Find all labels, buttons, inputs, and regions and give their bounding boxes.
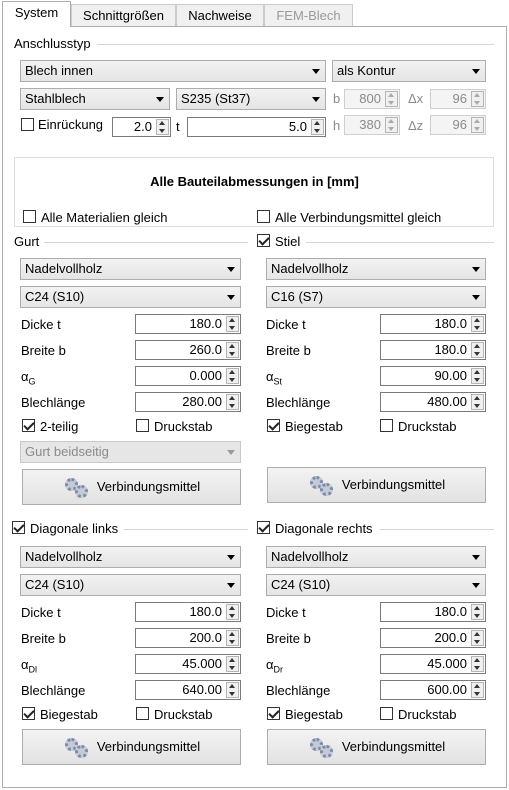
diag-left-alpha-value: 45.000 — [182, 656, 222, 671]
gurt-title: Gurt — [14, 234, 40, 249]
indent-value: 2.0 — [133, 119, 152, 134]
all-materials-equal-checkbox[interactable] — [23, 210, 36, 223]
diag-right-druckstab-checkbox[interactable] — [380, 707, 393, 720]
chevron-down-icon — [227, 450, 235, 455]
spin-buttons[interactable] — [226, 394, 239, 410]
b-label: b — [333, 91, 341, 106]
chevron-down-icon — [472, 583, 480, 588]
chevron-down-icon — [227, 267, 235, 272]
dz-value: 96 — [452, 117, 467, 132]
diag-left-material-value: Nadelvollholz — [25, 549, 103, 564]
spin-buttons[interactable] — [226, 368, 239, 384]
diag-right-connector-label: Verbindungsmittel — [341, 739, 446, 754]
diag-left-grade-value: C24 (S10) — [25, 577, 85, 592]
tab-nachweise[interactable]: Nachweise — [176, 4, 264, 27]
diag-right-dicke-value: 180.0 — [434, 604, 467, 619]
stiel-title: Stiel — [275, 234, 301, 249]
diag-left-breite-label: Breite b — [21, 631, 66, 646]
stiel-connector-button[interactable] — [267, 467, 486, 503]
stiel-breite-value: 180.0 — [434, 342, 467, 357]
stiel-checkbox[interactable] — [257, 234, 270, 247]
spin-buttons[interactable] — [471, 342, 484, 358]
plate-material-value: Stahlblech — [25, 91, 86, 106]
spin-buttons[interactable] — [471, 91, 484, 107]
stiel-breite-label: Breite b — [266, 343, 311, 358]
group-line — [306, 242, 494, 243]
stiel-material-value: Nadelvollholz — [271, 261, 349, 276]
stiel-breite-input[interactable] — [380, 340, 486, 360]
stiel-blech-value: 480.00 — [427, 394, 467, 409]
spin-buttons[interactable] — [226, 656, 239, 672]
diag-left-grade-select[interactable] — [20, 574, 241, 596]
gurt-blech-label: Blechlänge — [21, 395, 86, 410]
spin-buttons[interactable] — [385, 117, 398, 133]
gurt-alpha-input[interactable] — [135, 366, 241, 386]
contour-select[interactable] — [332, 60, 486, 82]
diag-left-druckstab-checkbox[interactable] — [136, 707, 149, 720]
dx-value: 96 — [452, 91, 467, 106]
chevron-down-icon — [312, 69, 320, 74]
diag-right-title: Diagonale rechts — [275, 521, 373, 536]
anschlusstyp-title: Anschlusstyp — [14, 36, 91, 51]
alpha-subscript: Dr — [273, 664, 284, 675]
diag-right-alpha-label — [266, 657, 283, 678]
gurt-alpha-value: 0.000 — [189, 368, 222, 383]
t-input[interactable] — [187, 117, 326, 137]
chevron-down-icon — [227, 555, 235, 560]
diag-left-blech-input[interactable] — [135, 680, 241, 700]
gurt-dicke-input[interactable] — [135, 314, 241, 334]
diag-right-connector-button[interactable] — [267, 729, 486, 765]
diag-right-breite-value: 200.0 — [434, 630, 467, 645]
gurt-connector-label: Verbindungsmittel — [96, 479, 201, 494]
spin-buttons[interactable] — [471, 368, 484, 384]
gurt-dicke-value: 180.0 — [189, 316, 222, 331]
stiel-grade-select[interactable] — [266, 286, 486, 308]
stiel-druckstab-checkbox[interactable] — [380, 419, 393, 432]
gurt-grade-value: C24 (S10) — [25, 289, 85, 304]
connection-type-select[interactable] — [20, 60, 326, 82]
diag-left-alpha-label — [21, 657, 37, 678]
diag-right-grade-value: C24 (S10) — [271, 577, 331, 592]
diag-left-connector-button[interactable] — [22, 729, 241, 765]
dx-label: Δx — [408, 91, 424, 106]
gurt-2teilig-checkbox[interactable] — [22, 419, 35, 432]
gurt-druckstab-checkbox[interactable] — [136, 419, 149, 432]
all-connectors-equal-label: Alle Verbindungsmittel gleich — [275, 210, 442, 225]
all-materials-equal-label: Alle Materialien gleich — [41, 210, 168, 225]
diag-left-checkbox[interactable] — [12, 521, 25, 534]
diag-right-material-value: Nadelvollholz — [271, 549, 349, 564]
stiel-material-select[interactable] — [266, 258, 486, 280]
stiel-dicke-label: Dicke t — [266, 317, 306, 332]
spin-buttons[interactable] — [226, 630, 239, 646]
units-title: Alle Bauteilabmessungen in [mm] — [150, 174, 359, 189]
chevron-down-icon — [472, 555, 480, 560]
gears-icon — [63, 476, 91, 500]
gears-icon — [308, 736, 336, 760]
gears-icon — [308, 474, 336, 498]
tab-fem-blech[interactable]: FEM-Blech — [264, 4, 353, 27]
h-label: h — [333, 118, 341, 133]
diag-left-biegestab-checkbox[interactable] — [22, 707, 35, 720]
spin-buttons[interactable] — [385, 91, 398, 107]
indent-input[interactable] — [112, 117, 171, 137]
t-label: t — [176, 119, 180, 134]
diag-left-blech-value: 640.00 — [182, 682, 222, 697]
spin-buttons[interactable] — [471, 656, 484, 672]
group-line — [44, 242, 248, 243]
stiel-biegestab-checkbox[interactable] — [267, 419, 280, 432]
spin-buttons[interactable] — [471, 394, 484, 410]
gurt-blech-value: 280.00 — [182, 394, 222, 409]
dz-input[interactable] — [430, 115, 486, 135]
diag-right-dicke-input[interactable] — [380, 602, 486, 622]
spin-buttons[interactable] — [311, 119, 324, 135]
t-value: 5.0 — [288, 119, 307, 134]
indent-checkbox[interactable] — [21, 118, 34, 131]
diag-left-title: Diagonale links — [30, 521, 119, 536]
tab-schnittgroessen[interactable]: Schnittgrößen — [71, 4, 176, 27]
stiel-alpha-label — [266, 369, 282, 390]
gurt-breite-label: Breite b — [21, 343, 66, 358]
diag-right-breite-label: Breite b — [266, 631, 311, 646]
chevron-down-icon — [227, 583, 235, 588]
alpha-subscript: Dl — [28, 664, 38, 675]
diag-left-connector-label: Verbindungsmittel — [96, 739, 201, 754]
diag-right-biegestab-label: Biegestab — [285, 707, 343, 722]
stiel-alpha-input[interactable] — [380, 366, 486, 386]
diag-left-biegestab-label: Biegestab — [40, 707, 98, 722]
h-input[interactable] — [344, 115, 400, 135]
gurt-material-value: Nadelvollholz — [25, 261, 103, 276]
indent-label: Einrückung — [38, 117, 104, 132]
stiel-druckstab-label: Druckstab — [398, 419, 457, 434]
diag-left-alpha-input[interactable] — [135, 654, 241, 674]
stiel-blech-label: Blechlänge — [266, 395, 331, 410]
diag-right-alpha-value: 45.000 — [427, 656, 467, 671]
gurt-side-select[interactable] — [20, 441, 241, 463]
gurt-blech-input[interactable] — [135, 392, 241, 412]
gurt-material-select[interactable] — [20, 258, 241, 280]
connection-type-value: Blech innen — [25, 63, 93, 78]
gurt-grade-select[interactable] — [20, 286, 241, 308]
all-connectors-equal-checkbox[interactable] — [257, 210, 270, 223]
dx-input[interactable] — [430, 89, 486, 109]
alpha-symbol: α — [21, 369, 29, 384]
gurt-dicke-label: Dicke t — [21, 317, 61, 332]
gurt-breite-value: 260.0 — [189, 342, 222, 357]
spin-buttons[interactable] — [226, 342, 239, 358]
diag-right-biegestab-checkbox[interactable] — [267, 707, 280, 720]
stiel-alpha-value: 90.00 — [434, 368, 467, 383]
chevron-down-icon — [472, 69, 480, 74]
spin-buttons[interactable] — [471, 630, 484, 646]
diag-right-blech-value: 600.00 — [427, 682, 467, 697]
gurt-2teilig-label: 2-teilig — [40, 419, 79, 434]
diag-left-dicke-value: 180.0 — [189, 604, 222, 619]
group-line — [97, 44, 494, 45]
tab-bar — [0, 0, 509, 27]
stiel-dicke-value: 180.0 — [434, 316, 467, 331]
diag-left-dicke-input[interactable] — [135, 602, 241, 622]
dz-label: Δz — [408, 118, 424, 133]
group-line — [380, 529, 494, 530]
diag-right-druckstab-label: Druckstab — [398, 707, 457, 722]
spin-buttons[interactable] — [471, 682, 484, 698]
diag-right-grade-select[interactable] — [266, 574, 486, 596]
spin-buttons[interactable] — [226, 682, 239, 698]
gurt-alpha-label — [21, 369, 36, 390]
diag-left-druckstab-label: Druckstab — [154, 707, 213, 722]
plate-material-select[interactable] — [20, 88, 170, 110]
chevron-down-icon — [472, 267, 480, 272]
alpha-symbol: α — [21, 657, 29, 672]
chevron-down-icon — [227, 295, 235, 300]
diag-right-breite-input[interactable] — [380, 628, 486, 648]
diag-right-checkbox[interactable] — [257, 521, 270, 534]
diag-right-material-select[interactable] — [266, 546, 486, 568]
diag-left-breite-value: 200.0 — [189, 630, 222, 645]
diag-left-dicke-label: Dicke t — [21, 605, 61, 620]
spin-buttons[interactable] — [471, 604, 484, 620]
chevron-down-icon — [312, 97, 320, 102]
diag-left-blech-label: Blechlänge — [21, 683, 86, 698]
tab-system[interactable]: System — [2, 1, 71, 27]
b-value: 800 — [359, 91, 381, 106]
alpha-symbol: α — [266, 657, 274, 672]
contour-value: als Kontur — [337, 63, 396, 78]
steel-grade-value: S235 (St37) — [181, 91, 251, 106]
stiel-biegestab-label: Biegestab — [285, 419, 343, 434]
gurt-druckstab-label: Druckstab — [154, 419, 213, 434]
steel-grade-select[interactable] — [176, 88, 326, 110]
stiel-blech-input[interactable] — [380, 392, 486, 412]
diag-left-material-select[interactable] — [20, 546, 241, 568]
spin-buttons[interactable] — [156, 119, 169, 135]
gurt-connector-button[interactable] — [22, 469, 241, 505]
diag-left-breite-input[interactable] — [135, 628, 241, 648]
chevron-down-icon — [156, 97, 164, 102]
diag-right-blech-label: Blechlänge — [266, 683, 331, 698]
gurt-side-value: Gurt beidseitig — [25, 444, 109, 459]
chevron-down-icon — [472, 295, 480, 300]
alpha-subscript: St — [273, 376, 283, 387]
stiel-grade-value: C16 (S7) — [271, 289, 324, 304]
gurt-breite-input[interactable] — [135, 340, 241, 360]
spin-buttons[interactable] — [226, 316, 239, 332]
stiel-connector-label: Verbindungsmittel — [341, 477, 446, 492]
b-input[interactable] — [344, 89, 400, 109]
diag-right-alpha-input[interactable] — [380, 654, 486, 674]
gears-icon — [63, 736, 91, 760]
group-line — [124, 529, 248, 530]
spin-buttons[interactable] — [471, 117, 484, 133]
diag-right-dicke-label: Dicke t — [266, 605, 306, 620]
alpha-subscript: G — [28, 376, 36, 387]
h-value: 380 — [359, 117, 381, 132]
spin-buttons[interactable] — [226, 604, 239, 620]
spin-buttons[interactable] — [471, 316, 484, 332]
diag-right-blech-input[interactable] — [380, 680, 486, 700]
alpha-symbol: α — [266, 369, 274, 384]
stiel-dicke-input[interactable] — [380, 314, 486, 334]
